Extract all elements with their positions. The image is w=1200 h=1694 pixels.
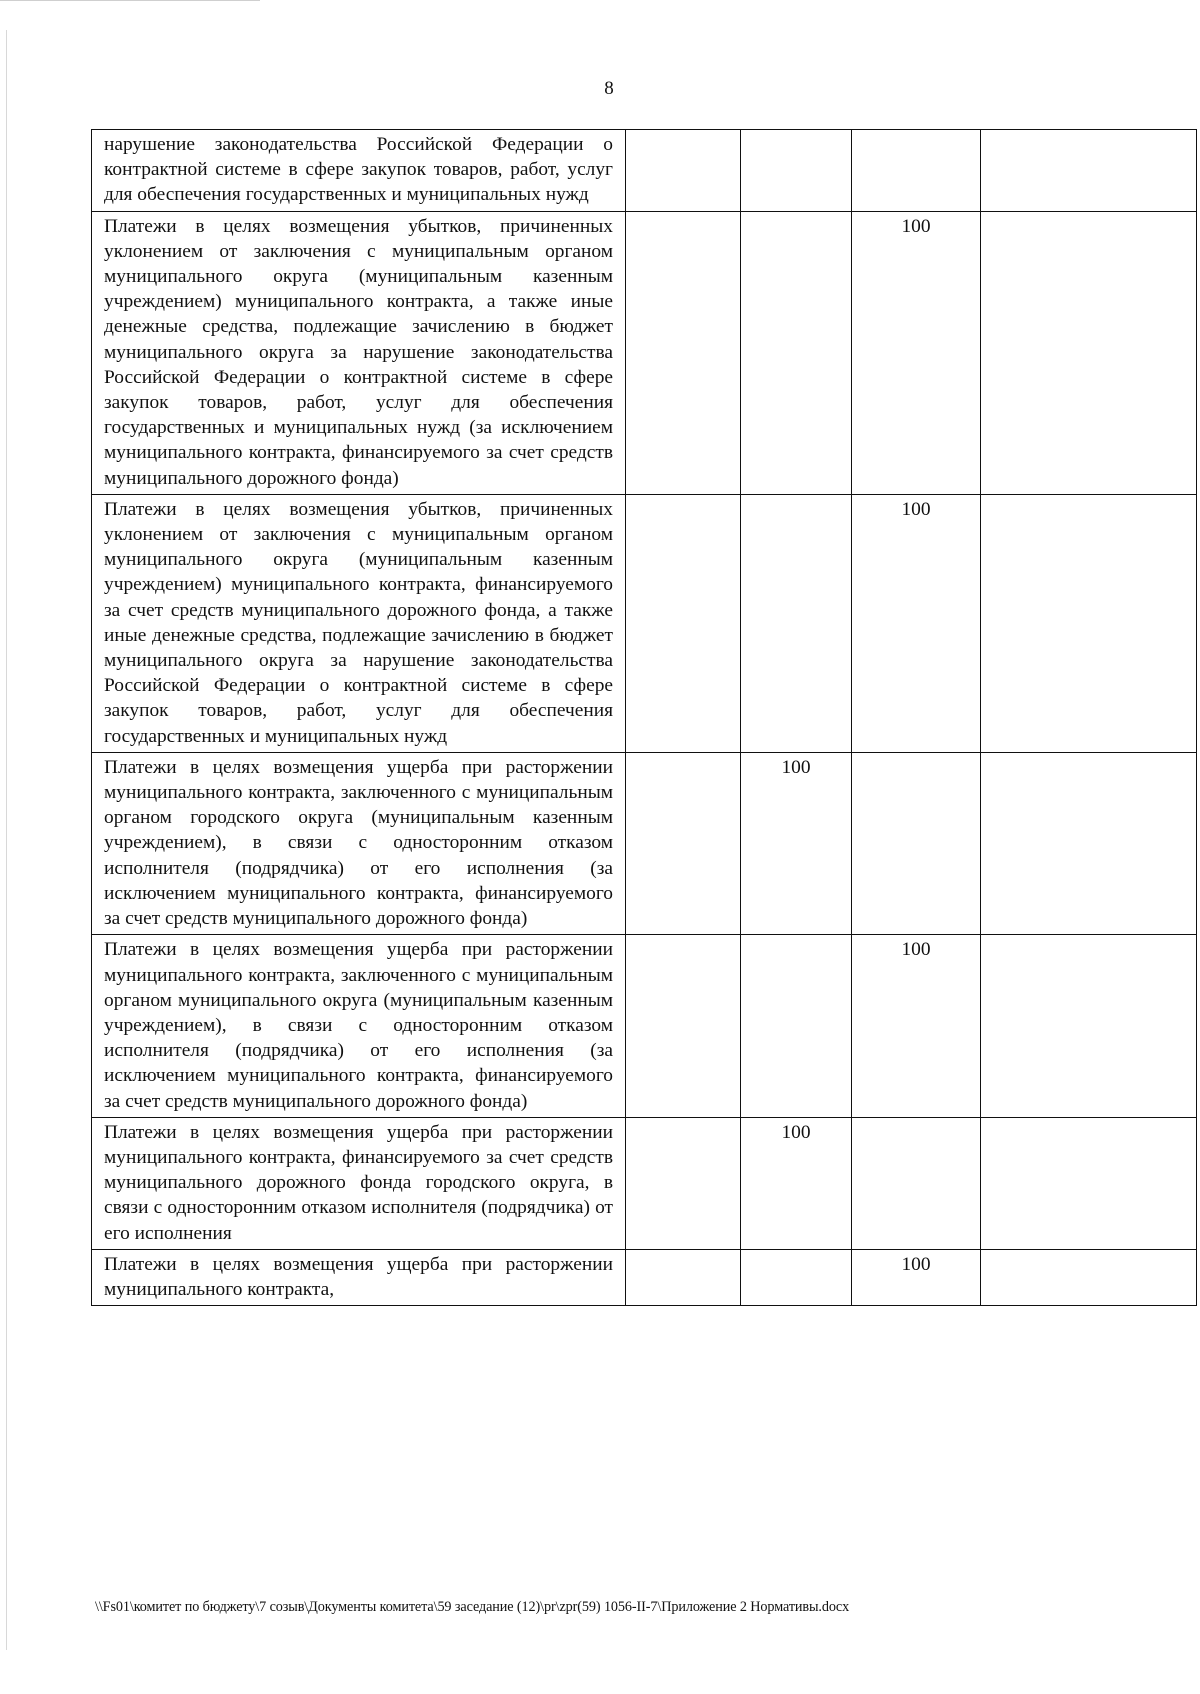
value-cell [741,1249,852,1305]
value-cell [626,130,741,212]
revenue-description: Платежи в целях возмещения ущерба при расторжении муниципального контракта, [92,1249,626,1305]
table-row [92,1117,1197,1249]
revenue-description: Платежи в целях возмещения ущерба при расторжении муниципального контракта, заключенного с муниципальным органом городского округа (муниципальным казенным учреждением), в связи с односторонним отказом исполнителя (подрядчика) от его исполнения (за исключением муниципального контракта, финансируемого за счет средств муниципального дорожного фонда) [92,752,626,934]
table-row [92,494,1197,752]
page-number: 8 [604,78,614,99]
revenue-description: Платежи в целях возмещения убытков, причиненных уклонением от заключения с муниципальным органом муниципального округа (муниципальным казенным учреждением) муниципального контракта, а также иные денежные средства, подлежащие зачислению в бюджет муниципального округа за нарушение законодательства Российской Федерации о контрактной системе в сфере закупок товаров, работ, услуг для обеспечения государственных и муниципальных нужд (за исключением муниципального контракта, финансируемого за счет средств муниципального дорожного фонда) [92,211,626,494]
value-cell [741,130,852,212]
value-cell: 100 [741,752,852,934]
table-row [92,1249,1197,1305]
value-cell [626,211,741,494]
revenue-description: Платежи в целях возмещения ущерба при расторжении муниципального контракта, финансируемого за счет средств муниципального дорожного фонда городского округа, в связи с односторонним отказом исполнителя (подрядчика) от его исполнения [92,1117,626,1249]
value-cell: 100 [852,1249,981,1305]
value-cell [981,494,1197,752]
value-cell: 100 [852,494,981,752]
revenue-description: Платежи в целях возмещения убытков, причиненных уклонением от заключения с муниципальным органом муниципального округа (муниципальным казенным учреждением) муниципального контракта, финансируемого за счет средств муниципального дорожного фонда, а также иные денежные средства, подлежащие зачислению в бюджет муниципального округа за нарушение законодательства Российской Федерации о контрактной системе в сфере закупок товаров, работ, услуг для обеспечения государственных и муниципальных нужд [92,494,626,752]
value-cell [852,752,981,934]
scan-edge-line-left [6,30,7,1650]
value-cell [981,752,1197,934]
value-cell [981,1249,1197,1305]
revenue-description: Платежи в целях возмещения ущерба при расторжении муниципального контракта, заключенного с муниципальным органом муниципального округа (муниципальным казенным учреждением), в связи с односторонним отказом исполнителя (подрядчика) от его исполнения (за исключением муниципального контракта, финансируемого за счет средств муниципального дорожного фонда) [92,935,626,1117]
value-cell [981,935,1197,1117]
value-cell: 100 [741,1117,852,1249]
value-cell [741,935,852,1117]
table-row [92,211,1197,494]
value-cell [626,752,741,934]
value-cell [741,211,852,494]
value-cell: 100 [852,211,981,494]
value-cell [981,211,1197,494]
value-cell [981,130,1197,212]
value-cell: 100 [852,935,981,1117]
value-cell [626,494,741,752]
scan-edge-line [0,0,260,1]
value-cell [626,1117,741,1249]
value-cell [852,1117,981,1249]
value-cell [981,1117,1197,1249]
value-cell [852,130,981,212]
revenue-description: нарушение законодательства Российской Федерации о контрактной системе в сфере закупок товаров, работ, услуг для обеспечения государственных и муниципальных нужд [92,130,626,212]
table-row [92,130,1197,212]
norms-table [91,129,1197,1306]
value-cell [626,1249,741,1305]
table-row [92,935,1197,1117]
value-cell [741,494,852,752]
document-file-path: \\Fs01\комитет по бюджету\7 созыв\Документы комитета\59 заседание (12)\pr\zpr(59) 1056-II-7\Приложение 2 Нормативы.docx [95,1599,850,1615]
table-row [92,752,1197,934]
value-cell [626,935,741,1117]
